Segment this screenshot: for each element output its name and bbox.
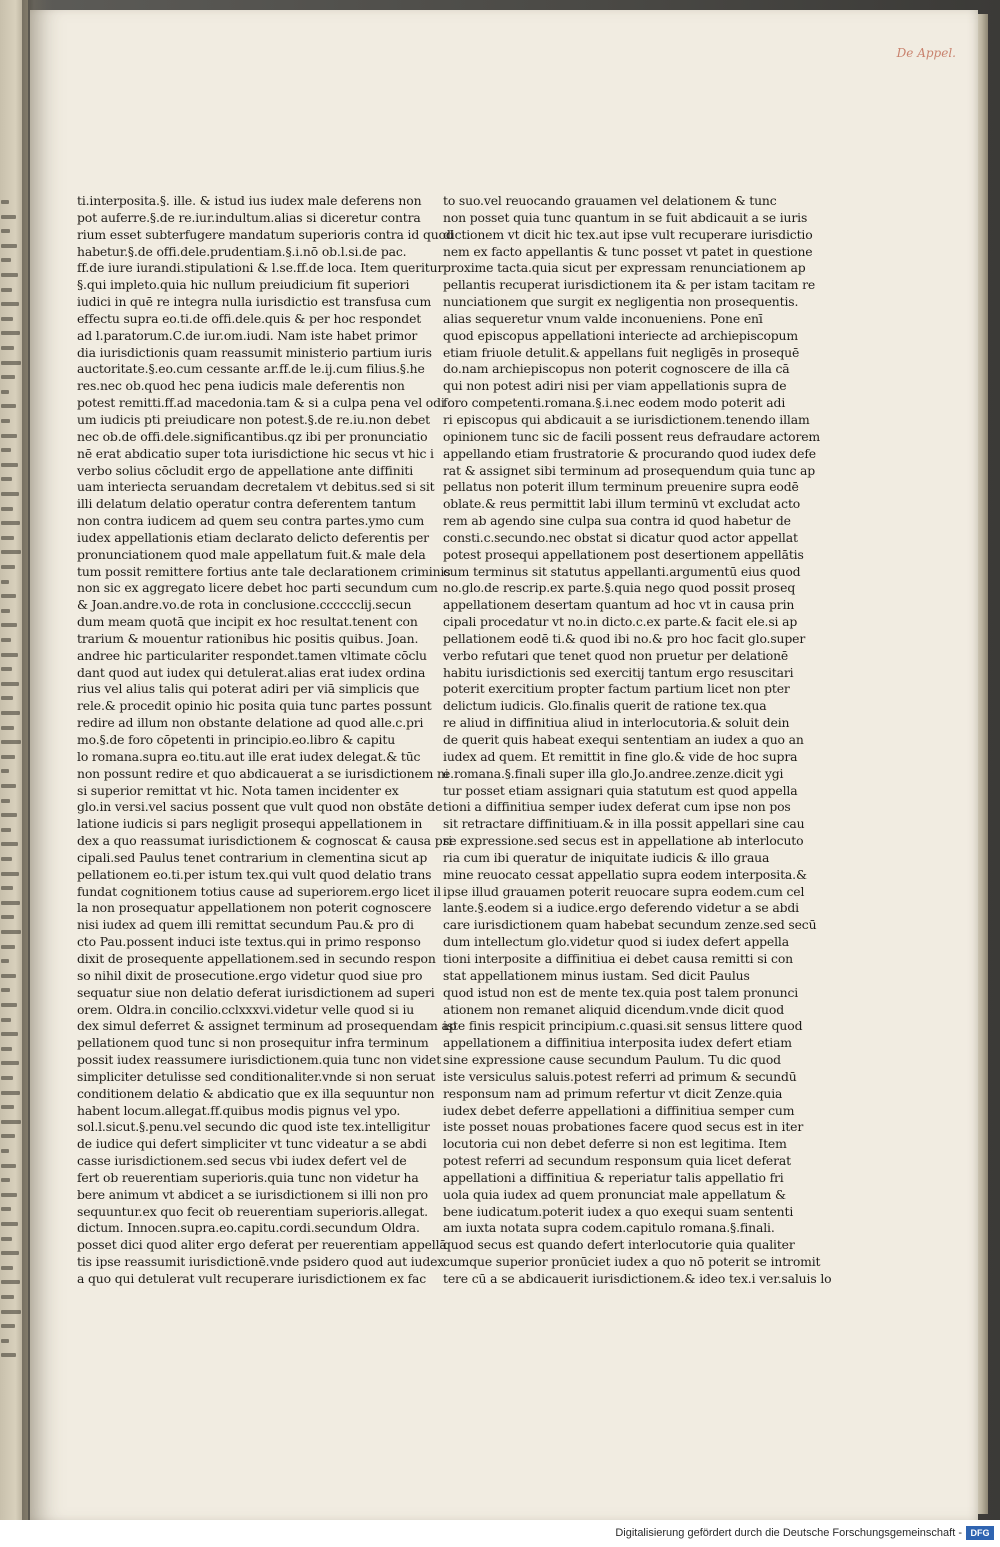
text-line: nē erat abdicatio super tota iurisdictione hic secus vt hic i xyxy=(77,445,434,461)
facing-page-text-fragment xyxy=(1,434,17,438)
facing-page-text-fragment xyxy=(1,755,15,759)
facing-page-text-fragment xyxy=(1,1251,19,1255)
text-line: rem ab agendo sine culpa sua contra id quod habetur de xyxy=(443,513,791,529)
facing-page-text-fragment xyxy=(1,988,10,992)
text-line: pellationem eodē ti.& quod ibi no.& pro hoc facit glo.super xyxy=(443,630,806,646)
text-line: dant quod aut iudex qui detulerat.alias erat iudex ordina xyxy=(77,664,426,680)
text-line: nec ob.de offi.dele.significantibus.qz ibi per pronunciatio xyxy=(77,428,428,444)
text-line: ti.interposita.§. ille. & istud ius iudex male deferens non xyxy=(77,193,422,208)
text-line: habent locum.allegat.ff.quibus modis pignus vel ypo. xyxy=(77,1102,401,1118)
text-line: rium esset subterfugere mandatum superioris contra id quod xyxy=(77,226,454,242)
text-line: iste finis respicit principium.c.quasi.sit sensus littere quod xyxy=(443,1018,803,1034)
facing-page-text-fragment xyxy=(1,711,20,715)
text-line: pellationem eo.ti.per istum tex.qui vult quod delatio trans xyxy=(77,866,432,882)
text-line: res.nec ob.quod hec pena iudicis male deferentis non xyxy=(77,378,405,394)
text-line: no.glo.de rescrip.ex parte.§.quia nego quod possit proseq xyxy=(443,580,796,596)
text-line: habitu iurisdictionis sed exercitij tantum ergo resuscitari xyxy=(443,664,794,680)
text-line: pellationem quod tunc si non prosequitur infra terminum xyxy=(77,1035,429,1051)
facing-page-text-fragment xyxy=(1,229,10,233)
text-line: tis ipse reassumit iurisdictionē.vnde psidero quod aut iudex xyxy=(77,1254,445,1270)
text-line: tioni interposite a diffinitiua ei debet causa remitti si con xyxy=(443,950,793,966)
facing-page-text-fragment xyxy=(1,857,12,861)
text-line: ationem non remanet aliquid dicendum.vnde dicit quod xyxy=(443,1001,784,1017)
text-line: latione iudicis si pars negligit prosequi appellationem in xyxy=(77,816,423,832)
text-line: pronunciationem quod male appellatum fuit.& male dela xyxy=(77,546,426,562)
text-line: uola quia iudex ad quem pronunciat male appellatum & xyxy=(443,1186,786,1202)
text-line: dictum. Innocen.supra.eo.capitu.cordi.secundum Oldra. xyxy=(77,1220,420,1236)
text-line: so nihil dixit de prosecutione.ergo videtur quod siue pro xyxy=(77,967,423,983)
facing-page-text-fragment xyxy=(1,1207,11,1211)
text-line: non possunt redire et quo abdicauerat a se iurisdictionem ni xyxy=(77,765,449,781)
book-page xyxy=(30,10,978,1520)
facing-page-text-fragment xyxy=(1,1178,10,1182)
text-line: de querit quis habeat exequi sententiam an iudex a quo an xyxy=(443,732,804,747)
text-line: pot auferre.§.de re.iur.indultum.alias si diceretur contra xyxy=(77,209,421,225)
text-line: non sic ex aggregato licere debet hoc parti secundum cum xyxy=(77,580,438,596)
dfg-credit-text: Digitalisierung gefördert durch die Deutsche Forschungsgemeinschaft - xyxy=(615,1527,962,1539)
text-line: oblate.& reus permittit labi illum terminū vt excludat acto xyxy=(443,496,801,512)
facing-page-text-fragment xyxy=(1,346,14,350)
text-line: simpliciter detulisse sed conditionaliter.vnde si non seruat xyxy=(77,1068,436,1084)
text-line: care iurisdictionem quam habebat secundum zenze.sed secū xyxy=(443,917,817,933)
facing-page-text-fragment xyxy=(1,813,17,817)
text-line: possit iudex reassumere iurisdictionem.quia tunc non videt xyxy=(77,1052,442,1068)
facing-page-text-fragment xyxy=(1,375,15,379)
text-line: de iudice qui defert simpliciter vt tunc videatur a se abdi xyxy=(77,1136,427,1152)
text-line: appellationi a diffinitiua & reperiatur talis appellatio fri xyxy=(443,1169,784,1185)
text-line: ff.de iure iurandi.stipulationi & l.se.ff.de loca. Item queritur xyxy=(77,260,444,276)
text-line: dixit de prosequente appellationem.sed in secundo respon xyxy=(77,950,436,966)
facing-page-text-fragment xyxy=(1,1324,15,1328)
facing-page-text-fragment xyxy=(1,886,13,890)
text-line: a quo qui detulerat vult recuperare iurisdictionem ex fac xyxy=(77,1271,427,1286)
text-line: ri episcopus qui abdicauit a se iurisdictionem.tenendo illam xyxy=(443,411,810,427)
facing-page-text-fragment xyxy=(1,288,12,292)
text-line: tioni a diffinitiua semper iudex deferat cum ipse non pos xyxy=(443,799,791,815)
text-line: pellatus non poterit illum terminum preuenire supra eodē xyxy=(443,479,799,495)
text-line: potest remitti.ff.ad macedonia.tam & si a culpa pena vel odi xyxy=(77,395,445,411)
text-line: conditionem delatio & abdicatio que ex illa sequuntur non xyxy=(77,1085,435,1101)
facing-page-text-fragment xyxy=(1,200,9,204)
facing-page-text-fragment xyxy=(1,872,19,876)
text-line: andree hic particulariter respondet.tamen vltimate cōclu xyxy=(77,647,427,663)
text-line: orem. Oldra.in concilio.cclxxxvi.videtur velle quod si iu xyxy=(77,1001,415,1017)
text-line: potest referri ad secundum responsum quia licet deferat xyxy=(443,1153,791,1169)
facing-page-text-fragment xyxy=(1,740,21,744)
facing-page-text-fragment xyxy=(1,1003,17,1007)
text-line: nisi iudex ad quem illi remittat secundum Pau.& pro di xyxy=(77,917,414,933)
facing-page-text-fragment xyxy=(1,521,20,525)
text-line: sine expressione cause secundum Paulum. Tu dic quod xyxy=(443,1052,781,1068)
facing-page-text-fragment xyxy=(1,317,13,321)
text-line: effectu supra eo.ti.de offi.dele.quis & per hoc respondet xyxy=(77,310,422,326)
text-line: non contra iudicem ad quem seu contra partes.ymo cum xyxy=(77,513,425,529)
facing-page-text-fragment xyxy=(1,842,18,846)
facing-page-text-fragment xyxy=(1,390,9,394)
facing-page-text-fragment xyxy=(1,696,13,700)
text-line: delictum iudicis. Glo.finalis querit de ratione tex.qua xyxy=(443,698,767,714)
text-line: qui non potest adiri nisi per viam appellationis supra de xyxy=(443,378,787,394)
facing-page-text-fragment xyxy=(1,1076,13,1080)
right-text-column xyxy=(443,193,832,1288)
facing-page-text-fragment xyxy=(1,1105,14,1109)
facing-page-text-fragment xyxy=(1,1222,18,1226)
text-line: habetur.§.de offi.dele.prudentiam.§.i.nō ob.l.si.de pac. xyxy=(77,243,407,259)
text-line: cipali.sed Paulus tenet contrarium in clementina sicut ap xyxy=(77,849,428,865)
facing-page-text-fragment xyxy=(1,1134,15,1138)
text-line: non posset quia tunc quantum in se fuit abdicauit a se iuris xyxy=(443,209,808,225)
facing-page-text-fragment xyxy=(1,784,16,788)
text-line: re aliud in diffinitiua aliud in interlocutoria.& soluit dein xyxy=(443,715,790,731)
text-line: tere cū a se abdicauerit iurisdictionem.& ideo tex.i ver.saluis lo xyxy=(443,1271,832,1286)
text-line: appellando etiam frustratorie & procurando quod iudex defe xyxy=(443,445,816,461)
text-line: appellationem desertam quantum ad hoc vt in causa prin xyxy=(443,597,795,613)
text-line: sit retractare diffinitiuam.& in illa possit appellari sine cau xyxy=(443,816,805,832)
facing-page-text-fragment xyxy=(1,507,13,511)
text-line: nunciationem que surgit ex negligentia non prosequentis. xyxy=(443,294,799,310)
facing-page-text-fragment xyxy=(1,623,17,627)
text-line: locutoria cui non debet deferre si non est legitima. Item xyxy=(443,1136,787,1152)
text-line: cumque superior pronūciet iudex a quo nō poterit se intromit xyxy=(443,1254,821,1270)
facing-page-text-fragment xyxy=(1,609,10,613)
facing-page-text-fragment xyxy=(1,1032,18,1036)
facing-page-text-fragment xyxy=(1,799,10,803)
facing-page-text-fragment xyxy=(1,682,19,686)
facing-page-text-fragment xyxy=(1,1047,12,1051)
text-line: dex simul deferret & assignet terminum ad prosequendam ap xyxy=(77,1018,457,1034)
facing-page-text-fragment xyxy=(1,448,11,452)
facing-page-text-fragment xyxy=(1,959,9,963)
facing-page-text-fragment xyxy=(1,463,18,467)
running-head: De Appel. xyxy=(896,46,956,60)
text-line: iudex ad quem. Et remittit in fine glo.& vide de hoc supra xyxy=(443,748,798,764)
facing-page-text-fragment xyxy=(1,1193,17,1197)
text-line: cipali procedatur vt no.in dicto.c.ex parte.& facit ele.si ap xyxy=(443,614,798,630)
text-line: proxime tacta.quia sicut per expressam renunciationem ap xyxy=(443,260,806,276)
text-line: consti.c.secundo.nec obstat si dicatur quod actor appellat xyxy=(443,529,798,545)
text-line: cto Pau.possent induci iste textus.qui in primo responso xyxy=(77,934,421,950)
text-line: casse iurisdictionem.sed secus vbi iudex defert vel de xyxy=(77,1153,407,1169)
text-line: ipse illud grauamen poterit reuocare supra eodem.cum cel xyxy=(443,883,805,899)
facing-page-text-fragment xyxy=(1,1266,13,1270)
text-line: e.romana.§.finali super illa glo.Jo.andree.zenze.dicit ygi xyxy=(443,765,784,781)
text-line: §.qui impleto.quia hic nullum preiudicium fit superiori xyxy=(77,277,410,293)
facing-page-text-fragment xyxy=(1,1280,20,1284)
text-line: dum intellectum glo.videtur quod si iudex defert appella xyxy=(443,934,789,950)
facing-page-text-fragment xyxy=(1,536,14,540)
text-line: dex a quo reassumat iurisdictionem & cognoscat & causa pri xyxy=(77,833,453,849)
text-line: bere animum vt abdicet a se iurisdictionem si illi non pro xyxy=(77,1186,428,1202)
text-line: dum meam quotā que incipit ex hoc resultat.tenent con xyxy=(77,614,418,630)
facing-page-text-fragment xyxy=(1,302,19,306)
text-line: lante.§.eodem si a iudice.ergo deferendo videtur a se abdi xyxy=(443,900,799,916)
text-line: mo.§.de foro cōpetenti in principio.eo.libro & capitu xyxy=(77,732,396,747)
text-line: quod episcopus appellationi interiecte ad archiepiscopum xyxy=(443,327,798,343)
text-line: dictionem vt dicit hic tex.aut ipse vult recuperare iurisdictio xyxy=(443,226,813,242)
facing-page-text-fragment xyxy=(1,1295,14,1299)
facing-page-text-fragment xyxy=(1,915,14,919)
text-line: sequuntur.ex quo fecit ob reuerentiam superioris.allegat. xyxy=(77,1203,428,1219)
facing-page-text-fragment xyxy=(1,930,21,934)
text-line: quod secus est quando defert interlocutorie quia qualiter xyxy=(443,1237,795,1253)
text-line: verbo refutari que tenet quod non pruetur per delationē xyxy=(443,647,789,663)
facing-page-text-fragment xyxy=(1,331,20,335)
text-line: ad l.paratorum.C.de iur.om.iudi. Nam iste habet primor xyxy=(77,327,418,343)
text-line: responsum nam ad primum refertur vt dicit Zenze.quia xyxy=(443,1085,783,1101)
facing-page-text-fragment xyxy=(1,901,20,905)
text-line: la non prosequatur appellationem non poterit cognoscere xyxy=(77,900,432,916)
text-line: auctoritate.§.eo.cum cessante ar.ff.de le.ij.cum filius.§.he xyxy=(77,361,425,377)
facing-page-text-fragment xyxy=(1,361,21,365)
text-line: sequatur siue non delatio deferat iurisdictionem ad superi xyxy=(77,984,435,1000)
text-line: am iuxta notata supra codem.capitulo romana.§.finali. xyxy=(443,1220,775,1236)
text-line: verbo solius cōcludit ergo de appellatione ante diffiniti xyxy=(77,462,414,478)
text-line: fundat cognitionem totius cause ad superiorem.ergo licet il xyxy=(77,883,441,899)
text-line: ria cum ibi queratur de iniquitate iudicis & illo graua xyxy=(443,849,770,865)
facing-page-text-fragment xyxy=(1,667,12,671)
text-line: illi delatum delatio operatur contra deferentem tantum xyxy=(77,496,416,512)
text-line: appellationem a diffinitiua interposita iudex defert etiam xyxy=(443,1035,792,1051)
facing-page-text-fragment xyxy=(1,1310,21,1314)
digitization-footer xyxy=(0,1520,1000,1547)
text-line: dia iurisdictionis quam reassumit ministerio partium iuris xyxy=(77,344,432,360)
text-line: rat & assignet sibi terminum ad prosequendum quia tunc ap xyxy=(443,462,816,478)
text-line: iste versiculus saluis.potest referri ad primum & secundū xyxy=(443,1068,797,1084)
facing-page-text-fragment xyxy=(1,974,16,978)
facing-page-text-fragment xyxy=(1,638,11,642)
facing-page-text-fragment xyxy=(1,580,9,584)
text-line: rele.& procedit opinio hic posita quia tunc partes possunt xyxy=(77,698,432,714)
facing-page-text-fragment xyxy=(1,215,16,219)
text-line: pellantis recuperat iurisdictionem ita & per istam tacitam re xyxy=(443,277,816,293)
text-line: & Joan.andre.vo.de rota in conclusione.cccccclij.secun xyxy=(77,597,412,613)
text-line: poterit exercitium propter factum partium licet non pter xyxy=(443,681,790,697)
facing-page-text-fragment xyxy=(1,594,16,598)
text-line: foro competenti.romana.§.i.nec eodem modo poterit adi xyxy=(443,395,786,411)
text-line: alias sequeretur vnum valde inconueniens. Pone enī xyxy=(443,310,763,326)
facing-page-text-fragment xyxy=(1,1018,11,1022)
facing-page-text-fragment xyxy=(1,419,10,423)
text-line: etiam friuole detulit.& appellans fuit negligēs in prosequē xyxy=(443,344,800,360)
text-line: tur posset etiam assignari quia statutum est quod appella xyxy=(443,782,798,798)
text-line: posset dici quod aliter ergo deferat per reuerentiam appellā xyxy=(77,1237,447,1253)
text-line: mine reuocato cessat appellatio supra eodem interposita.& xyxy=(443,866,807,882)
facing-page-text-fragment xyxy=(1,1091,20,1095)
text-line: nem ex facto appellantis & tunc posset vt patet in questione xyxy=(443,243,813,259)
text-line: stat appellationem minus iustam. Sed dicit Paulus xyxy=(443,967,750,983)
facing-page-text-fragment xyxy=(1,258,11,262)
text-line: cum terminus sit statutus appellanti.argumentū eius quod xyxy=(443,563,801,579)
text-line: opinionem tunc sic de facili possent reus defraudare actorem xyxy=(443,428,821,444)
facing-page-text-fragment xyxy=(1,945,15,949)
facing-page-text-fragment xyxy=(1,565,15,569)
text-line: quod istud non est de mente tex.quia post talem pronunci xyxy=(443,984,799,1000)
dfg-logo: DFG xyxy=(966,1526,994,1540)
text-line: to suo.vel reuocando grauamen vel delationem & tunc xyxy=(443,193,777,208)
facing-page-text-fragment xyxy=(1,244,17,248)
text-line: si superior remittat vt hic. Nota tamen incidenter ex xyxy=(77,782,399,798)
facing-page-text-fragment xyxy=(1,1149,9,1153)
facing-page-text-fragment xyxy=(1,726,14,730)
facing-page-text-fragment xyxy=(1,273,18,277)
text-line: iudici in quē re integra nulla iurisdictio est transfusa cum xyxy=(77,294,432,310)
text-line: rius vel alius talis qui poterat adiri per viā simplicis que xyxy=(77,681,420,697)
facing-page-text-fragment xyxy=(1,769,9,773)
text-line: do.nam archiepiscopus non poterit cognoscere de illa cā xyxy=(443,361,790,377)
facing-page-text-fragment xyxy=(1,550,21,554)
facing-page-text-fragment xyxy=(1,492,19,496)
text-line: potest prosequi appellationem post desertionem appellātis xyxy=(443,546,804,562)
facing-page-text-fragment xyxy=(1,653,18,657)
text-line: se expressione.sed secus est in appellatione ab interlocuto xyxy=(443,833,804,849)
text-line: iste posset nouas probationes facere quod secus est in iter xyxy=(443,1119,804,1135)
text-line: trarium & mouentur rationibus hic positis quibus. Joan. xyxy=(77,630,419,646)
text-line: glo.in versi.vel sacius possent que vult quod non obstāte de xyxy=(77,799,443,815)
facing-page-text-fragment xyxy=(1,828,11,832)
text-line: iudex appellationis etiam declarato delicto deferentis per xyxy=(77,529,429,545)
text-line: sol.l.sicut.§.penu.vel secundo dic quod iste tex.intelligitur xyxy=(77,1119,430,1135)
facing-page-text-fragment xyxy=(1,1237,12,1241)
facing-page-text-fragment xyxy=(1,1061,19,1065)
text-line: fert ob reuerentiam superioris.quia tunc non videtur ha xyxy=(77,1169,419,1185)
facing-page-text-fragment xyxy=(1,1164,16,1168)
facing-page-text-fragment xyxy=(1,1339,9,1343)
facing-page-text-fragment xyxy=(1,1120,21,1124)
facing-page-text-fragment xyxy=(1,1353,16,1357)
facing-page-text-fragment xyxy=(1,404,16,408)
text-line: bene iudicatum.poterit iudex a quo exequi suam sententi xyxy=(443,1203,794,1219)
text-line: uam interiecta seruandam decretalem vt debitus.sed si sit xyxy=(77,479,435,495)
facing-page-text-fragment xyxy=(1,477,12,481)
text-line: tum possit remittere fortius ante tale declarationem criminis xyxy=(77,563,451,579)
text-line: redire ad illum non obstante delatione ad quod alle.c.pri xyxy=(77,715,424,731)
left-text-column xyxy=(77,193,457,1288)
text-line: iudex debet deferre appellationi a diffinitiua semper cum xyxy=(443,1102,795,1118)
text-line: lo romana.supra eo.titu.aut ille erat iudex delegat.& tūc xyxy=(77,748,421,764)
text-line: um iudicis pti preiudicare non potest.§.de re.iu.non debet xyxy=(77,411,430,427)
